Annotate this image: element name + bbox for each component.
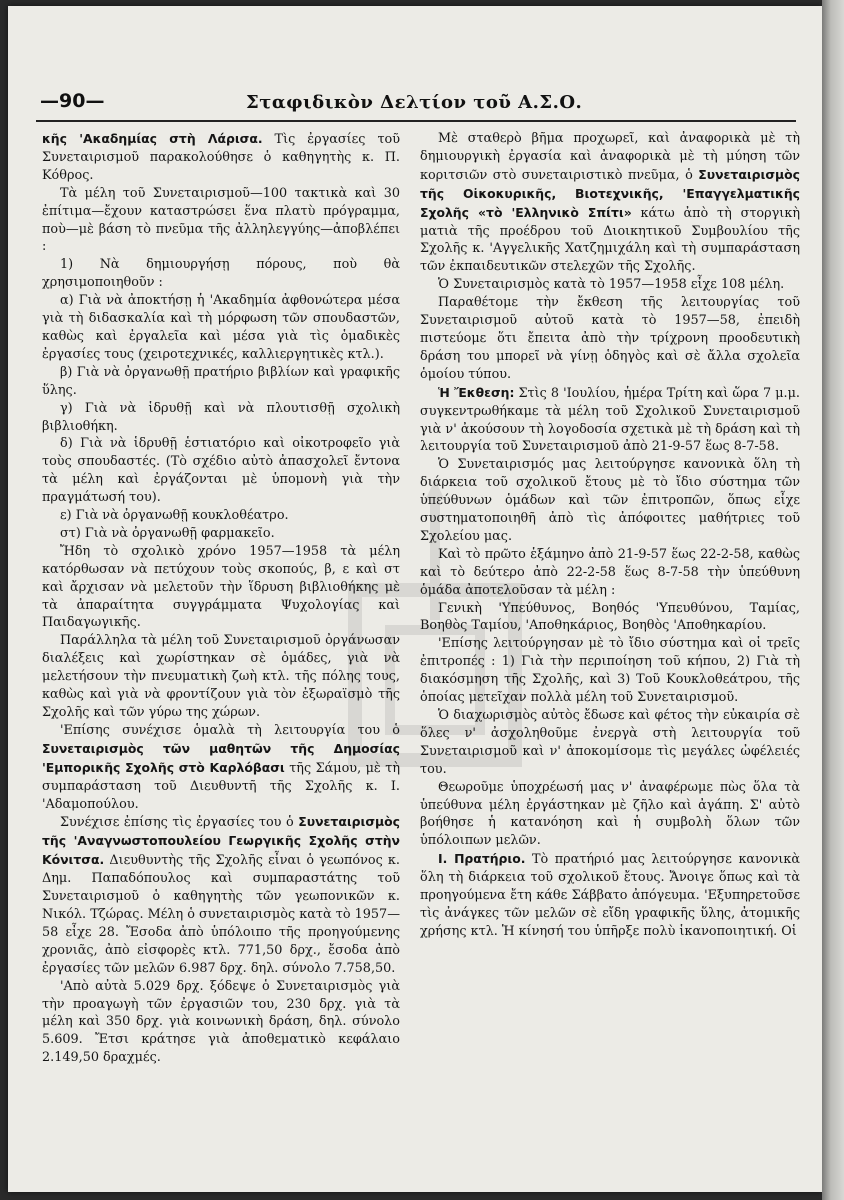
page-number: —90—	[40, 90, 105, 112]
paragraph-text: Παράλληλα τὰ μέλη τοῦ Συνεταιρισμοῦ ὀργάνωσαν διαλέξεις καὶ χωρίστηκαν σὲ ὁμάδες, γιὰ νὰ μελετήσουν τὴν πνευματικὴ ζωὴ κτλ. τῆς πόλης τους, καθὼς καὶ γιὰ νὰ φροντίζουν γιὰ τὸν ἐξωραϊσμὸ τῆς Σχολῆς καὶ τῶν γύρω της χώρων.	[42, 633, 400, 720]
paragraph-text: τῆς Σάμου, μὲ τὴ συμπαράσταση τοῦ Διευθυντῆ τῆς Σχολῆς κ. Ι. 'Αδαμοπούλου.	[42, 760, 400, 812]
paragraph-text: α) Γιὰ νὰ ἀποκτήσῃ ἡ 'Ακαδημία ἀφθονώτερα μέσα γιὰ τὴ διδασκαλία καὶ τὴ μόρφωση τῶν σπουδαστῶν, καθὼς καὶ ἐργαλεῖα καὶ μέσα γιὰ τὶς ὁμαδικὲς ἐργασίες τους (χειροτεχνικές, καλλιεργητικὲς κτλ.).	[42, 293, 400, 362]
bold-heading: Συνεταιρισμὸς τῆς 'Αναγνωστοπουλείου Γεωργικῆς Σχολῆς στὴν Κόνιτσα.	[42, 814, 400, 868]
bulletin-title: Σταφιδικὸν Δελτίον τοῦ Α.Σ.Ο.	[246, 92, 583, 113]
paragraph-text: Θεωροῦμε ὑποχρέωσή μας ν' ἀναφέρωμε πὼς ὅλα τὰ ὑπεύθυνα μέλη ἐργάστηκαν μὲ ζῆλο καὶ ἀγάπη. Σ' αὐτὸ βοήθησε ἡ κατανόηση καὶ ἡ συμβολὴ ὅλων τῶν ὑπόλοιπων μελῶν.	[420, 779, 800, 849]
paragraph-lead: Μὲ σταθερὸ βῆμα προχωρεῖ, καὶ ἀναφορικὰ μὲ τὴ δημιουργικὴ ἐργασία καὶ ἀναφορικὰ μὲ τὴ μύηση τῶν κοριτσιῶν στὸ συνεταιριστικὸ πνεῦμα, ὁ	[420, 131, 800, 183]
paragraph-text: Γενικὴ 'Υπεύθυνος, Βοηθός 'Υπευθύνου, Ταμίας, Βοηθὸς Ταμίου, 'Αποθηκάριος, Βοηθὸς 'Αποθηκαρίου.	[420, 600, 800, 634]
paragraph	[42, 525, 400, 543]
paragraph-text: Τὶς ἐργασίες τοῦ Συνεταιρισμοῦ παρακολούθησε ὁ καθηγητὴς κ. Π. Κόθρος.	[42, 132, 400, 183]
paragraph	[42, 364, 400, 400]
paragraph	[42, 722, 400, 814]
paragraph	[420, 707, 800, 779]
paragraph	[42, 292, 400, 364]
bold-heading: κῆς 'Ακαδημίας στὴ Λάρισα.	[42, 131, 263, 146]
paragraph-text: 1) Νὰ δημιουργήσῃ πόρους, ποὺ θὰ χρησιμοποιηθοῦν :	[42, 257, 400, 291]
paragraph	[42, 256, 400, 292]
paragraph-text: Τὸ πρατήριό μας λειτούργησε κανονικὰ ὅλη τὴ διάρκεια τοῦ σχολικοῦ ἔτους. Ἄνοιγε ὅπως καὶ τὰ προηγούμενα ἔτη κάθε Σάββατο ἀπόγευμα. 'Εξυπηρετοῦσε τὶς ἀνάγκες τῶν μελῶν σὲ εἴδη γραφικῆς ὕλης, ἀτομικῆς χρήσης κτλ. Ἡ κίνησή του ὑπῆρξε πολὺ ἱκανοποιητική. Οἱ	[420, 852, 800, 939]
bold-heading: Συνεταιρισμὸς τῆς Οἰκοκυρικῆς, Βιοτεχνικῆς, 'Επαγγελματικῆς Σχολῆς «τὸ 'Ελληνικὸ Σπίτι»	[420, 166, 800, 220]
paragraph-text: στ) Γιὰ νὰ ὀργανωθῇ φαρμακεῖο.	[60, 525, 275, 541]
paragraph	[420, 130, 800, 276]
book-edge	[822, 0, 844, 1200]
paragraph	[42, 978, 400, 1068]
paragraph-text: 'Απὸ αὐτὰ 5.029 δρχ. ξόδεψε ὁ Συνεταιρισμὸς γιὰ τὴν προαγωγὴ τῶν ἐργασιῶν του, 230 δρχ. γιὰ τὰ μέλη καὶ 350 δρχ. γιὰ κοινωνικὴ δράση, δηλ. σύνολο 5.609. Ἔτσι κράτησε γιὰ ἀποθεματικὸ κεφάλαιο 2.149,50 δραχμές.	[42, 978, 400, 1066]
left-column	[42, 130, 400, 1180]
paragraph	[420, 384, 800, 457]
paragraph	[420, 294, 800, 384]
bold-heading: Ι. Πρατήριο.	[438, 851, 526, 867]
page-header	[36, 88, 796, 118]
paragraph-text: Παραθέτομε τὴν ἔκθεση τῆς λειτουργίας τοῦ Συνεταιρισμοῦ αὐτοῦ κατὰ τὸ 1957—58, ἐπειδὴ πιστεύομε ὅτι ἔπειτα ἀπὸ τὴν τρίχρονη προοδευτικὴ δράση του μπορεῖ νὰ γίνῃ ὁδηγὸς καὶ σὲ ἄλλα σχολεῖα ὁμοίου τύπου.	[420, 295, 800, 382]
right-column	[420, 130, 800, 1180]
paragraph-text: Διευθυντὴς τῆς Σχολῆς εἶναι ὁ γεωπόνος κ. Δημ. Παπαδόπουλος καὶ συμπαραστάτης τοῦ Συνεταιρισμοῦ ὁ καθηγητὴς τῶν γεωπονικῶν κ. Νικόλ. Τζώρας. Μέλη ὁ συνεταιρισμὸς κατὰ τὸ 1957—58 εἶχε 28. Ἔσοδα ἀπὸ ὑπόλοιπο τῆς προηγούμενης χρονιᾶς, ἀπὸ εἰσφορὲς κτλ. 771,50 δρχ., ἔσοδα ἀπὸ ἐργασίες τῶν μελῶν 6.987 δρχ. δηλ. σύνολο 7.758,50.	[42, 853, 400, 976]
paragraph	[42, 507, 400, 525]
paragraph-text: Τὰ μέλη τοῦ Συνεταιρισμοῦ—100 τακτικὰ καὶ 30 ἐπίτιμα—ἔχουν καταστρώσει ἕνα πλατὺ πρόγραμμα, ποὺ—μὲ βάση τὸ πνεῦμα τῆς ἀλληλεγγύης—ἀποβλέπει :	[42, 185, 400, 255]
paragraph	[42, 185, 400, 257]
paragraph-lead: Συνέχισε ἐπίσης τὶς ἐργασίες του ὁ	[60, 815, 299, 831]
paragraph-text: δ) Γιὰ νὰ ἱδρυθῇ ἑστιατόριο καὶ οἰκοτροφεῖο γιὰ τοὺς σπουδαστές. (Τὸ σχέδιο αὐτὸ ἀπασχολεῖ ἔντονα τὰ μέλη καὶ ἐργάζονται μὲ ὑπομονὴ γιὰ τὴν πραγμάτωσή του).	[42, 436, 400, 506]
paragraph	[42, 435, 400, 507]
paragraph-text: κάτω ἀπὸ τὴ στοργικὴ ματιὰ τῆς προέδρου τοῦ Διοικητικοῦ Συμβουλίου τῆς Σχολῆς κ. 'Αγγελικῆς Χατζημιχάλη καὶ τὴ συμπαράσταση τῶν ἐκπαιδευτικῶν στελεχῶν τῆς Σχολῆς.	[420, 205, 800, 275]
paragraph-text: ε) Γιὰ νὰ ὀργανωθῇ κουκλοθέατρο.	[60, 508, 289, 524]
paragraph	[420, 635, 800, 707]
paragraph-text: Ὁ διαχωρισμὸς αὐτὸς ἔδωσε καὶ φέτος τὴν εὐκαιρία σὲ ὅλες ν' ἀσχοληθοῦμε ἐνεργὰ στὴ λειτουργία τοῦ Συνεταιρισμοῦ καὶ ν' ἀποκομίσομε τὶς μεγάλες ὠφέλειές του.	[420, 708, 800, 777]
paragraph-text: Ὁ Συνεταιρισμός μας λειτούργησε κανονικὰ ὅλη τὴ διάρκεια τοῦ σχολικοῦ ἔτους μὲ τὸ ἴδιο σύστημα τῶν ὑπεύθυνων ὁμάδων καὶ τῶν ἐπιτροπῶν, ὅπως εἶχε συστηματοποιηθῆ ἀπὸ τὶς ἀπόφοιτες μαθήτριες τοῦ Σχολείου μας.	[420, 457, 800, 544]
paragraph	[420, 779, 800, 851]
paragraph	[420, 276, 800, 294]
header-rule	[36, 120, 796, 122]
paragraph-text: Ἤδη τὸ σχολικὸ χρόνο 1957—1958 τὰ μέλη κατόρθωσαν νὰ πετύχουν τοὺς σκοπούς, β, ε καὶ στ καὶ ἄρχισαν νὰ μελετοῦν τὴν ἵδρυση βιβλιοθήκης μὲ τὰ ἀπαραίτητα συγγράμματα Ψυχολογίας καὶ Παιδαγωγικῆς.	[42, 543, 400, 631]
paragraph	[42, 813, 400, 977]
paragraph-text: γ) Γιὰ νὰ ἱδρυθῇ καὶ νὰ πλουτισθῇ σχολικὴ βιβλιοθήκη.	[42, 400, 400, 434]
paragraph	[420, 850, 800, 941]
paragraph-text: β) Γιὰ νὰ ὀργανωθῇ πρατήριο βιβλίων καὶ γραφικῆς ὕλης.	[42, 364, 400, 398]
bold-heading: Συνεταιρισμὸς τῶν μαθητῶν τῆς Δημοσίας 'Εμπορικῆς Σχολῆς στὸ Καρλόβασι	[42, 740, 400, 775]
paragraph	[42, 632, 400, 722]
paragraph	[420, 456, 800, 546]
paragraph-text: Στὶς 8 'Ιουλίου, ἡμέρα Τρίτη καὶ ὥρα 7 μ.μ. συγκεντρωθήκαμε τὰ μέλη τοῦ Σχολικοῦ Συνεταιρισμοῦ γιὰ ν' ἀκούσουν τὴ λογοδοσία σχετικὰ μὲ τὴ δράση καὶ τὴ λειτουργία τοῦ Συνεταιρισμοῦ ἀπὸ 21-9-57 ἕως 8-7-58.	[420, 385, 800, 455]
paragraph	[42, 130, 400, 185]
paragraph	[420, 600, 800, 636]
paragraph	[420, 546, 800, 600]
paragraph-text: Καὶ τὸ πρῶτο ἑξάμηνο ἀπὸ 21-9-57 ἕως 22-2-58, καθὼς καὶ τὸ δεύτερο ἀπὸ 22-2-58 ἕως 8-7-58 τὴν ὑπεύθυνη ὁμάδα ἀποτελοῦσαν τὰ μέλη :	[420, 546, 800, 598]
paragraph-text: Ὁ Συνεταιρισμὸς κατὰ τὸ 1957—1958 εἶχε 108 μέλη.	[438, 277, 785, 293]
bold-heading: Ἡ Ἔκθεση:	[438, 384, 515, 400]
paragraph-lead: 'Επίσης συνέχισε ὁμαλὰ τὴ λειτουργία του ὁ	[60, 722, 400, 738]
paragraph-text: 'Επίσης λειτούργησαν μὲ τὸ ἴδιο σύστημα καὶ οἱ τρεῖς ἐπιτροπές : 1) Γιὰ τὴν περιποίηση τοῦ κήπου, 2) Γιὰ τὴ διακόσμηση τῆς Σχολῆς, καὶ 3) Τοῦ Κουκλοθεάτρου, τῆς ὁποίας μετεῖχαν πολλὰ μέλη τοῦ Συνεταιρισμοῦ.	[420, 636, 800, 706]
paragraph	[42, 400, 400, 436]
paragraph	[42, 543, 400, 633]
